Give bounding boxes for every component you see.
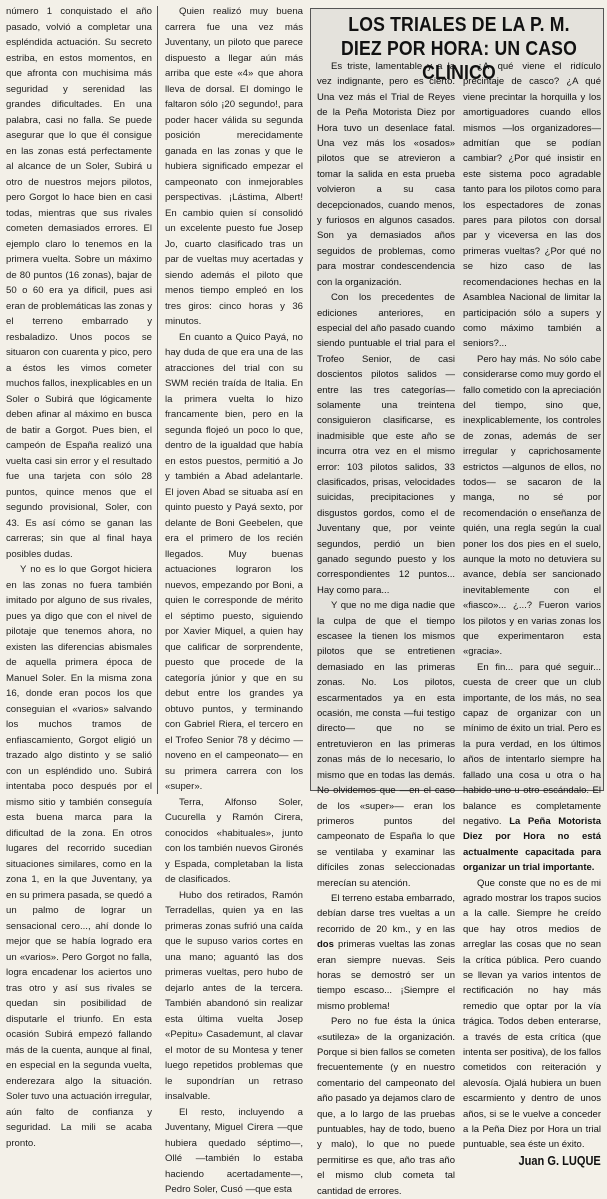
paragraph: Pero hay más. No sólo cabe considerarse como muy gordo el fallo cometido con la apreciación del tiempo, sino que, inexplicablemente, los controles de zonas, además de ser irregular y caprichosamente estrictos —algunos de ellos, no todos— se sacaron de la manga, no sé por recomendación o enseñanza de quién, una regla según la cual poner los dos pies en el suelo, aunque la moto no detuviera su avance, debía ser sancionado inevitablemente con el «fiasco»... ¿...? Fueron varios los pilotos y en varias zonas los que experimentaron esta «gracia». xyxy=(463,353,601,658)
bold-text: La Peña Motorista Diez por Hora no está actualmente capacitada para organizar un trial importante. xyxy=(463,815,601,874)
paragraph: Terra, Alfonso Soler, Cucurella y Ramón Cirera, conocidos «habituales», junto con los también nuevos Gironés y Espada, completaban la lista de clasificados. xyxy=(165,796,303,885)
paragraph: ¿A qué viene el ridículo precintaje de casco? ¿A qué viene precintar la horquilla y los amortiguadores cuando ellos mismos —los organizadores— admitían que se podían cambiar? ¿Por qué insistir en este sistema poco agradable tanto para los pilotos como para los espectadores de zonas pares para pilotos con dorsal par y viceversa en las dos primeras vueltas? ¿Por qué no se hizo caso de las recomendaciones hechas en la Asamblea Nacional de limitar la participación sólo a supers y como máximo también a seniors?... xyxy=(463,61,601,350)
sidebar-column-1 xyxy=(317,59,455,1199)
paragraph: En cuanto a Quico Payá, no hay duda de que era una de las atracciones del trial con su SWM recién traída de Italia. En la primera vuelta lo hizo francamente bien, pero en la segunda flojeó un poco lo que, dentro de la igualdad que había en estos puestos, permitió a Jo y también a Abad adelantarle. El joven Abad se situaba así en quinto puesto y Payá sexto, por delante de Boni Geebelen, que era el primero de los recién llegados. Muy buenas actuaciones lograron los nuevos, empezando por Boni, a quien le corresponde de mérito el séptimo puesto, siguiendo por Xavier Miquel, a quien hay que calificar de sorprendente, puesto que procede de la categoría júnior y que en su debut entre los grandes ya obtuvo puntos, y terminando con Gabriel Riera, el tercero en el Trofeo Senior 78 y décimo —noveno en el campeonato— en su primera carrera con los «super». xyxy=(165,331,303,792)
article-column-1 xyxy=(6,4,152,1151)
paragraph: número 1 conquistado el año pasado, volvió a completar una espléndida actuación. Su secreto estriba, en estos momentos, en que afronta con muchisima más seguridad y serenidad las grandes dificultades. En una palabra, casi no falla. Se puede asegurar que lo que él consigue en las zonas está perfectamente al alcance de un Soler, Subirá u otro de nuestros mejors pilotos, pero Gorgot lo hace bien en casi todas, mientras que sus rivales cometen demasiados errores. El ejemplo claro lo tenemos en la primera vuelta. Sobre un máximo de 80 puntos (16 zonas), bajar de 50 o 60 era ya dificil, pues asi eran de problemáticas las zonas y el terreno embarrado y resbaladizo. Unos pocos se situaron con cuarenta y pico, pero a éstos les vimos cometer muchos fallos, inexplicables en un Soler o Subirá que lógicamente deben afinar al máximo en busca de batir a Gorgot. Pues bien, el campeón de España realizó una vuelta casi sin error y el resultado fue una tarjeta con sólo 28 puntos, quince menos que el segundo provisional, Soler, con 43. Es así cómo se ganan las carreras; sin que al final haya posibles dudas. xyxy=(6,6,152,560)
paragraph xyxy=(463,876,601,1168)
column-rule xyxy=(157,6,158,794)
text: En fin... para qué seguir... cuesta de creer que un club importante, de los más, no sea capaz de organizar con un mínimo de éxito un trial. Pero es la pura verdad, en los últimos años de intentarlo siempre ha fallado una cosa u otra o ha habido uno u otro escándalo. El balance es completamente negativo. xyxy=(463,661,601,827)
paragraph: El resto, incluyendo a Juventany, Miguel Cirera —que hubiera quedado séptimo—, Ollé —también lo estaba haciendo acertadamente—, Pedro Soler, Cusó —que esta xyxy=(165,1106,303,1195)
sidebar-title: LOS TRIALES DE LA P. M. DIEZ POR HORA: UN CASO CLINICO xyxy=(341,13,577,84)
paragraph: Es triste, lamentable y a la vez indignante, pero es cierto. Una vez más el Trial de Reyes de la Peña Motorista Diez por Hora tuvo un desenlace fatal. Una vez más los «osados» pilotos que se atrevieron a tomar la salida en esta prueba volvieron a su casa decepcionados, cuando menos, y furiosos en algunos casados. Son ya demasiados años seguidos de problemas, como para mostrar condescendencia con la organización. xyxy=(317,61,455,288)
bold-text: dos xyxy=(317,939,334,951)
paragraph: Quien realizó muy buena carrera fue una vez más Juventany, un piloto que parece dispuesto a llegar aún más arriba que este «4» que ahora lleva de dorsal. El domingo le faltaron sólo ¡20 segundo!, para poder hacer válida su segunda posición merecidamente ganada en las zonas y que le hubiera significado empezar el campeonato con inmejorables perspectivas. ¡Lástima, Albert! En cambio quien sí consolidó un excelente puesto fue Josep Jo, cuarto clasificado tras un par de vueltas muy acertadas y siendo además el piloto que menos tiempo empleó en los tres giros: cinco horas y 36 minutos. xyxy=(165,6,303,327)
paragraph: Hubo dos retirados, Ramón Terradellas, quien ya en las primeras zonas sufrió una caída que le supuso varios cortes en una mano; aguantó las dos primeras vueltas, pero hubo de dejarlo antes de la tercera. También abandonó sin realizar esta última vuelta Josep «Pepitu» Casademunt, al clavar el motor de su Montesa y tener luego repetidos problemas que le supondrían un retraso insalvable. xyxy=(165,889,303,1102)
text: El terreno estaba embarrado, debían darse tres vueltas a un recorrido de 20 km., y en las xyxy=(317,892,455,935)
paragraph: Con los precedentes de ediciones anteriores, en especial del año pasado cuando siendo puntuable el trial para el Trofeo Senior, de casi doscientos pilotos salidos —entre las tres categorías— solamente una treintena consiguieron clasificarse, es inadmisible que este año se incurra otra vez en el mismo error: 103 pilotos salidos, 33 clasificados, prisas, velocidades suicidas, precipitaciones y disgustos gordos, como el de Juventany que, por veinte segundos, perdió un bien ganado segundo puesto y los correspondientes 12 puntos... Hay como para... xyxy=(317,292,455,596)
article-column-2 xyxy=(165,4,303,1198)
paragraph xyxy=(317,891,455,1014)
sidebar-column-2 xyxy=(463,59,601,1168)
paragraph xyxy=(463,660,601,876)
paragraph: Y no es lo que Gorgot hiciera en las zonas no fuera también imitado por alguno de sus rivales, pues ya digo que con el nivel de pilotaje que tenemos ahora, no existen las diferencias abismales de aquella primera época de Manuel Soler. En la misma zona 16, donde eran pocos los que conseguian el «varios» salvando los muchos tramos de enfiascamiento, Gorgot eligió un trazado algo distinto y se salió con un espléndido uno. Subirá intentaba poco después por el mismo sitio y también conseguía esta buena marca para la dificultad de la zona. En otros lugares del recorrido sucedian situaciones similares, como en la zona 1, en la que Juventany, ya en su primera pasada, se quedó a un palmo de lograr un sensacional cero..., ahí donde lo mejor que se había logrado era un «varios». Pero Gorgot no falla, logra encadenar los aciertos uno tras otro y así sus rivales se quedan sin posibilidad de disputarle el triunfo. En esta ocasión Subirá empezó fallando más de la cuenta, aunque al final, en especial en la segunda vuelta, enderezara algo la situación. Soler tuvo una actuación irregular, aún falto de confianza y seguridad. La mili se acaba pronto. xyxy=(6,564,152,1149)
author-signature: Juan G. LUQUE xyxy=(518,1152,601,1168)
paragraph: Pero no fue ésta la única «sutileza» de la organización. Porque si bien fallos se cometen frecuentemente (y en nuestro comentario del campeonato del año pasado ya dejamos claro de que, a lo largo de las pruebas puntuables, hay de todo, bueno y malo), lo que no puede permitirse es que, año tras año el mismo club cometa tal cantidad de errores. xyxy=(317,1016,455,1197)
text: primeras vueltas las zonas eran siempre nuevas. Seis horas se demostró ser un tiempo escaso... ¡Siempre el mismo problema! xyxy=(317,939,455,1012)
paragraph: Y que no me diga nadie que la culpa de que el tiempo escasee la tienen los mismos pilotos que se entretienen demasiado en las primeras zonas. No. Los pilotos, escarmentados ya en esta ocasión, me consta —fui testigo directo— que no se entretuvieron en las primeras zonas más de lo necesario, lo mismo que en todas las demás. No olvidemos que —en el caso de los «super»— eran los primeros puntos del campeonato de España lo que se ventilaba y examinar las difíciles zonas seleccionadas merecían su atención. xyxy=(317,600,455,889)
text: Que conste que no es de mi agrado mostrar los trapos sucios a la calle. Siempre he creído que hay otros medios de arreglar las cosas que no sean la crítica pública. Pero cuando se llevan ya varios intentos de rectificación no hay más remedio que optar por la vía trágica. Todos deben enterarse, a través de esta crítica (que intenta ser positiva), de los fallos cometidos con reiteración y alevosía. Ojalá hubiera un buen escarmiento y dentro de unos años, si se le vuelve a conceder a la Peña Diez por Hora un trial puntuable, sea éste un éxito. xyxy=(463,877,601,1151)
